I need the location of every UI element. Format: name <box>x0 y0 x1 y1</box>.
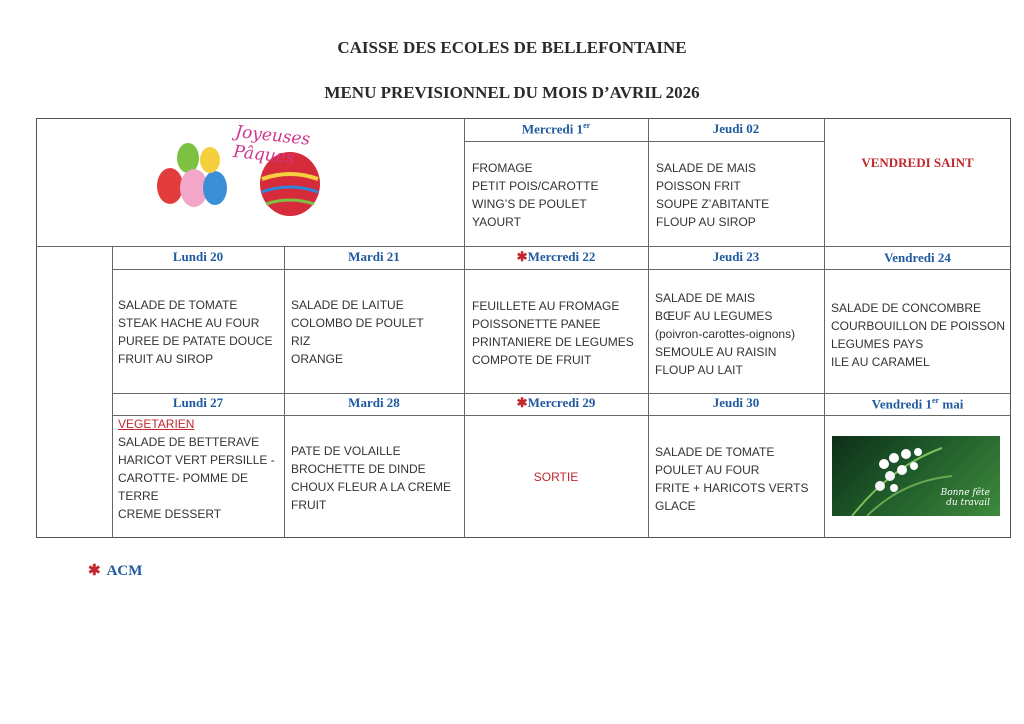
menu-cell-thu30: SALADE DE TOMATE POULET AU FOUR FRITE + HARICOTS VERTS GLACE <box>655 445 809 513</box>
acm-legend: ✱ ACM <box>88 563 143 579</box>
menu-cell-tue21: SALADE DE LAITUE COLOMBO DE POULET RIZ ORANGE <box>291 298 424 366</box>
day-header-wed1: Mercredi 1er <box>521 121 591 137</box>
menu-cell-wed1: FROMAGE PETIT POIS/CAROTTE WING’S DE POULET YAOURT <box>472 161 599 229</box>
day-header-wed22: ✱Mercredi 22 <box>516 249 596 264</box>
sortie-label: SORTIE <box>533 470 579 484</box>
menu-cell-wed22: FEUILLETE AU FROMAGE POISSONETTE PANEE PRINTANIERE DE LEGUMES COMPOTE DE FRUIT <box>472 299 634 367</box>
menu-cell-mon20: SALADE DE TOMATE STEAK HACHE AU FOUR PUREE DE PATATE DOUCE FRUIT AU SIROP <box>118 298 273 366</box>
column-divider <box>648 118 649 538</box>
muguet-card <box>832 436 1000 516</box>
document-title: CAISSE DES ECOLES DE BELLEFONTAINE <box>337 38 687 57</box>
muguet-card-text: Bonne fête du travail <box>940 488 990 508</box>
vegetarien-tag: VEGETARIEN <box>118 417 195 431</box>
column-divider <box>284 246 285 538</box>
acm-star-icon: ✱ <box>516 249 528 264</box>
day-header-mon20: Lundi 20 <box>172 249 224 264</box>
row-divider <box>464 141 824 142</box>
day-header-mon27: Lundi 27 <box>172 395 224 410</box>
day-header-fri24: Vendredi 24 <box>884 250 951 265</box>
row-divider <box>36 246 1011 247</box>
acm-star-icon: ✱ <box>516 395 528 410</box>
menu-cell-thu02: SALADE DE MAIS POISSON FRIT SOUPE Z’ABITANTE FLOUP AU SIROP <box>656 161 770 229</box>
menu-cell-mon27: VEGETARIEN SALADE DE BETTERAVE HARICOT VERT PERSILLE - CAROTTE- POMME DE TERRE CREME DESSERT <box>118 417 275 521</box>
vendredi-saint-label: VENDREDI SAINT <box>861 155 974 170</box>
menu-cell-tue28: PATE DE VOLAILLE BROCHETTE DE DINDE CHOUX FLEUR A LA CREME FRUIT <box>291 444 452 512</box>
day-header-thu30: Jeudi 30 <box>712 395 760 410</box>
column-divider <box>824 118 825 538</box>
menu-cell-fri24: SALADE DE CONCOMBRE COURBOUILLON DE POISSON LEGUMES PAYS ILE AU CARAMEL <box>831 301 1006 369</box>
easter-greeting: Joyeuses Pâques <box>232 122 312 169</box>
column-divider <box>112 246 113 538</box>
day-header-tue21: Mardi 21 <box>348 249 400 264</box>
menu-cell-thu23: SALADE DE MAIS BŒUF AU LEGUMES (poivron-carottes-oignons) SEMOULE AU RAISIN FLOUP AU LAIT <box>655 291 796 377</box>
document-subtitle: MENU PREVISIONNEL DU MOIS D’AVRIL 2026 <box>324 83 700 102</box>
row-divider <box>112 269 1011 270</box>
row-divider <box>112 393 1011 394</box>
acm-star-icon: ✱ <box>88 563 101 579</box>
day-header-fri1-mai: Vendredi 1er mai <box>871 396 964 412</box>
day-header-thu23: Jeudi 23 <box>712 249 760 264</box>
day-header-tue28: Mardi 28 <box>348 395 400 410</box>
easter-eggs-illustration <box>150 124 350 224</box>
day-header-thu02: Jeudi 02 <box>712 121 760 136</box>
day-header-wed29: ✱Mercredi 29 <box>516 395 596 410</box>
